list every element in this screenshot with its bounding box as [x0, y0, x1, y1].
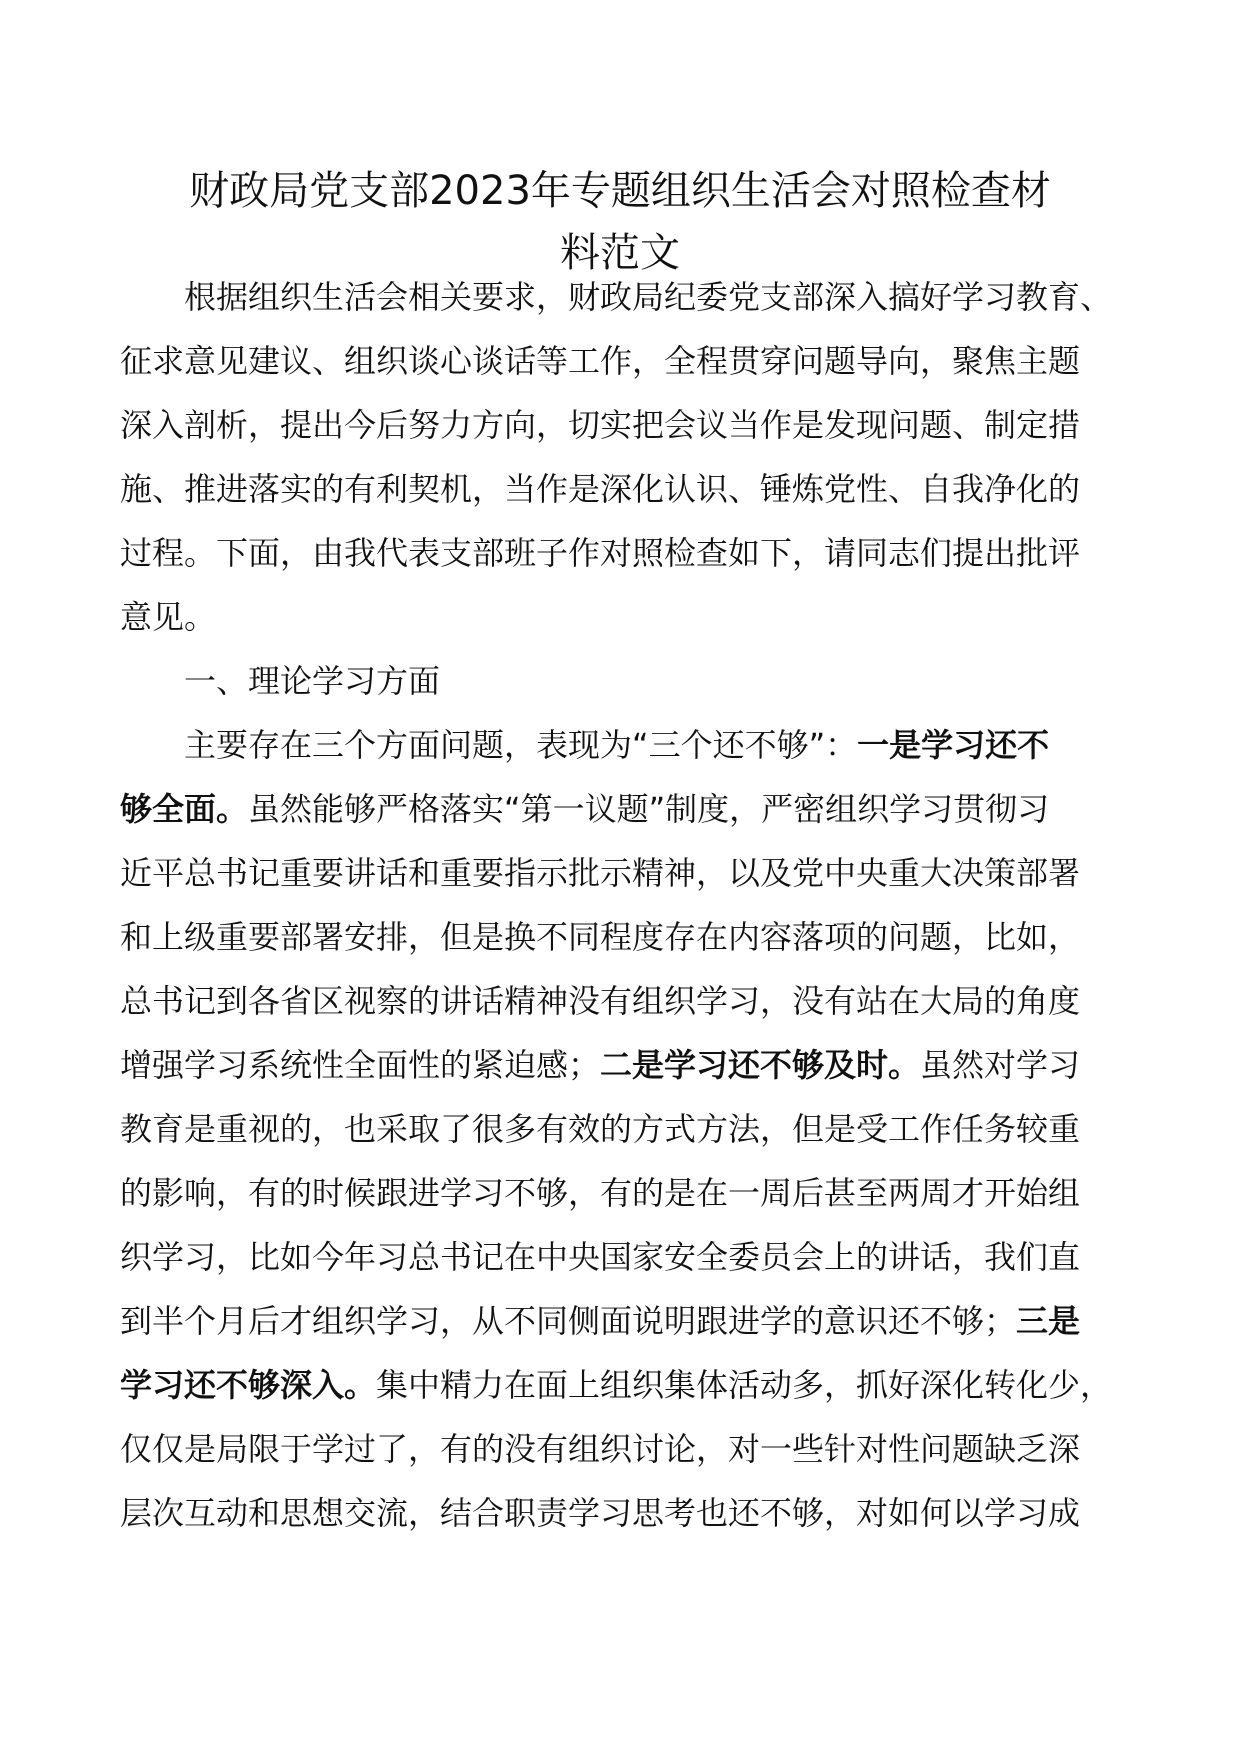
title-line-2: 料范文: [560, 230, 680, 276]
paragraph-text: 虽然对学习: [920, 1046, 1081, 1084]
bold-point-1: 一是学习还不: [857, 726, 1050, 764]
intro-line: 意见。: [120, 598, 217, 636]
paragraph-line: 的影响，有的时候跟进学习不够，有的是在一周后甚至两周才开始组: [120, 1174, 1081, 1212]
intro-line: 征求意见建议、组织谈心谈话等工作，全程贯穿问题导向，聚焦主题: [120, 342, 1081, 380]
paragraph-line: 教育是重视的，也采取了很多有效的方式方法，但是受工作任务较重: [120, 1110, 1081, 1148]
bold-point-3: 三是: [1016, 1302, 1081, 1340]
title-line-1: 财政局党支部2023年专题组织生活会对照检查材: [189, 168, 1051, 214]
paragraph-line: 总书记到各省区视察的讲话精神没有组织学习，没有站在大局的角度: [120, 982, 1081, 1020]
theory-study-paragraph: [120, 713, 1130, 1545]
paragraph-line: [120, 1289, 1130, 1353]
paragraph-text: 集中精力在面上组织集体活动多，抓好深化转化少，: [376, 1366, 1113, 1404]
paragraph-line: 织学习，比如今年习总书记在中央国家安全委员会上的讲话，我们直: [120, 1238, 1081, 1276]
paragraph-line: 层次互动和思想交流，结合职责学习思考也还不够，对如何以学习成: [120, 1494, 1081, 1532]
bold-point-2: 二是学习还不够及时。: [600, 1046, 921, 1084]
section-heading: [120, 649, 1130, 713]
section1-heading: 一、理论学习方面: [184, 662, 441, 700]
bold-point-3-end: 学习还不够深入。: [120, 1366, 377, 1404]
paragraph-line: [120, 777, 1130, 841]
paragraph-line: 和上级重要部署安排，但是换不同程度存在内容落项的问题，比如，: [120, 918, 1081, 956]
intro-paragraph: [120, 265, 1130, 649]
paragraph-text: 虽然能够严格落实“第一议题”制度，严密组织学习贯彻习: [248, 790, 1050, 828]
paragraph-line: [120, 1353, 1130, 1417]
document-body: [120, 265, 1130, 1545]
intro-line: 过程。下面，由我代表支部班子作对照检查如下，请同志们提出批评: [120, 534, 1081, 572]
intro-line: 深入剖析，提出今后努力方向，切实把会议当作是发现问题、制定措: [120, 406, 1081, 444]
paragraph-line: [120, 1033, 1130, 1097]
paragraph-text: 增强学习系统性全面性的紧迫感；: [120, 1046, 601, 1084]
intro-line: 施、推进落实的有利契机，当作是深化认识、锤炼党性、自我净化的: [120, 470, 1081, 508]
paragraph-text: 到半个月后才组织学习，从不同侧面说明跟进学的意识还不够；: [120, 1302, 1017, 1340]
paragraph-line: 近平总书记重要讲话和重要指示批示精神，以及党中央重大决策部署: [120, 854, 1081, 892]
paragraph-line: 仅仅是局限于学过了，有的没有组织讨论，对一些针对性问题缺乏深: [120, 1430, 1081, 1468]
intro-line: 根据组织生活会相关要求，财政局纪委党支部深入搞好学习教育、: [184, 278, 1113, 316]
paragraph-line: [120, 713, 1130, 777]
bold-point-1-end: 够全面。: [120, 790, 249, 828]
paragraph-text: 主要存在三个方面问题，表现为“三个还不够”：: [184, 726, 858, 764]
